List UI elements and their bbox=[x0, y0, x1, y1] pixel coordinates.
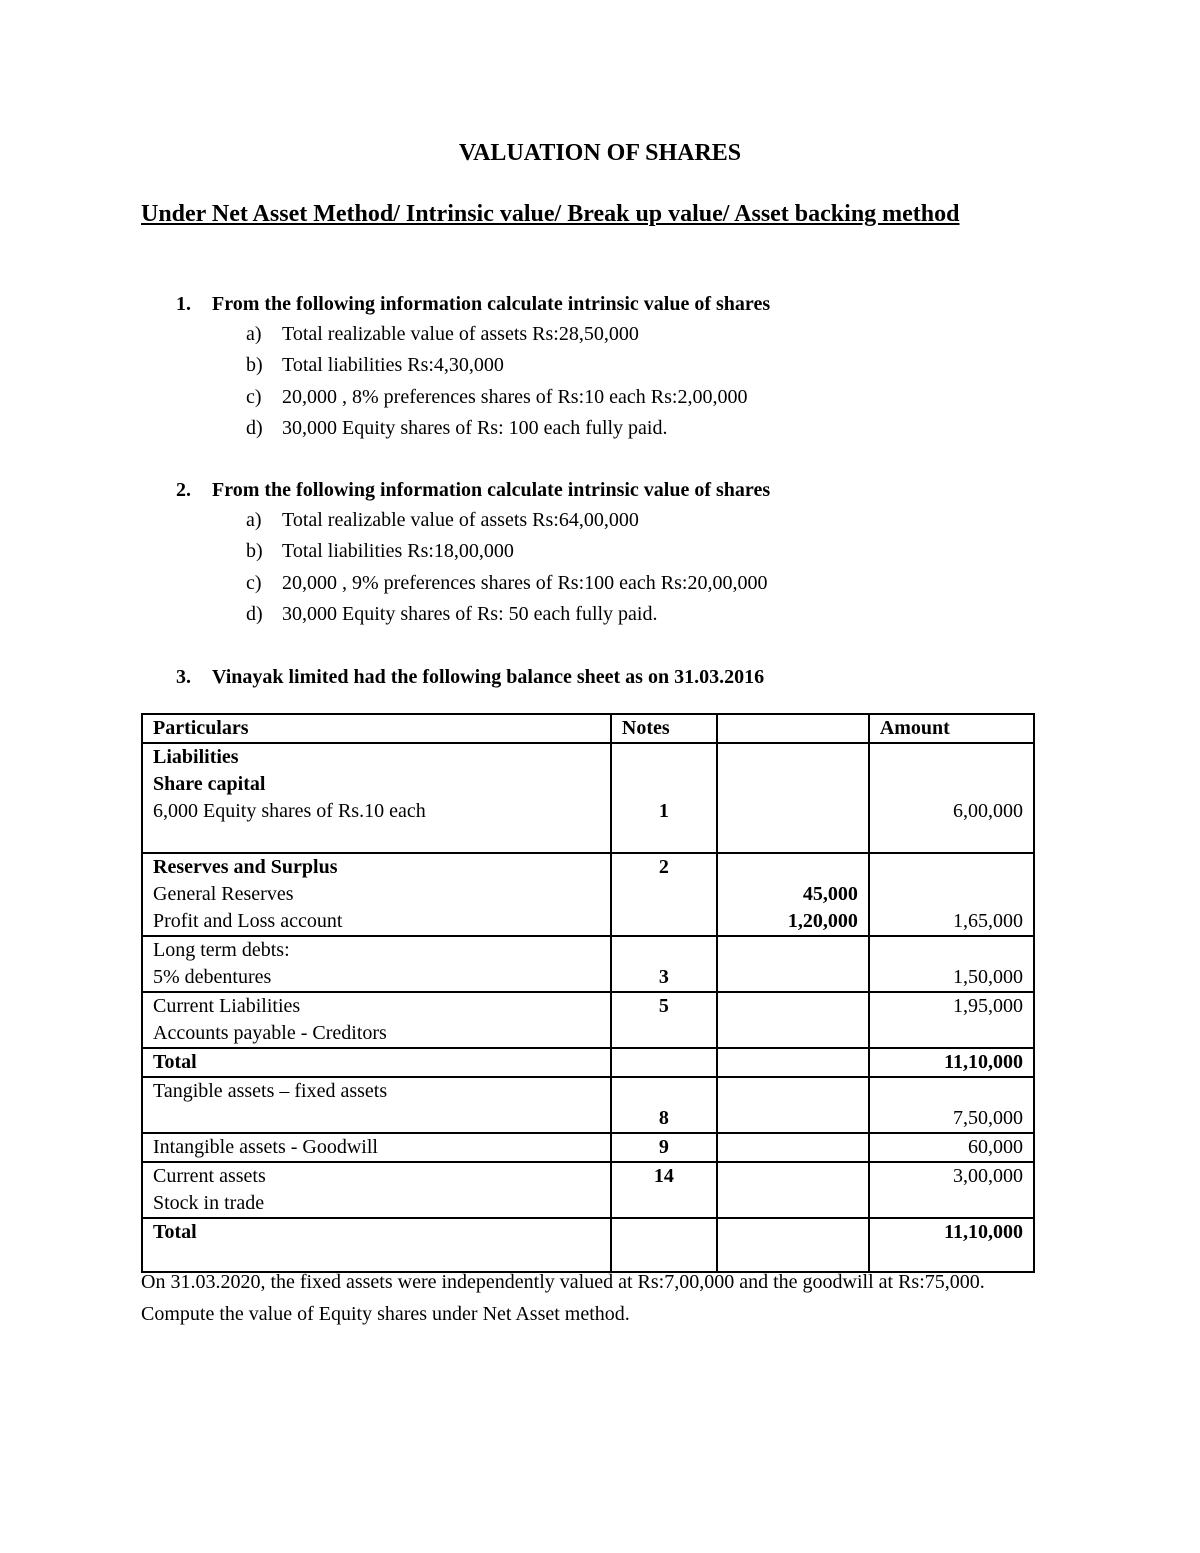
row-label: Total bbox=[142, 1048, 611, 1077]
list-item: b) Total liabilities Rs:18,00,000 bbox=[246, 540, 514, 562]
closing-note: On 31.03.2020, the fixed assets were independently valued at Rs:7,00,000 and the goodwill at Rs:75,000. Compute the value of Equity shares under Net Asset method. bbox=[141, 1271, 985, 1325]
row-subamount: 1,20,000 bbox=[787, 910, 858, 932]
question-2 bbox=[176, 479, 770, 502]
row-amount: 60,000 bbox=[869, 1133, 1034, 1162]
table-row-total bbox=[142, 1048, 1034, 1077]
table-row bbox=[142, 936, 1034, 992]
row-note: 5 bbox=[658, 995, 669, 1017]
question-1 bbox=[176, 293, 770, 316]
balance-sheet-table bbox=[141, 713, 1035, 1273]
question-text: From the following information calculate intrinsic value of shares bbox=[212, 293, 771, 315]
header-blank bbox=[717, 714, 869, 743]
row-label: Accounts payable - Creditors bbox=[153, 1022, 387, 1044]
table-header-row bbox=[142, 714, 1034, 743]
row-amount: 7,50,000 bbox=[953, 1107, 1023, 1129]
list-item: d) 30,000 Equity shares of Rs: 50 each fully paid. bbox=[246, 603, 658, 625]
row-label: Profit and Loss account bbox=[153, 910, 343, 932]
question-number: 2. bbox=[176, 479, 191, 501]
row-note: 9 bbox=[611, 1133, 717, 1162]
row-note: 2 bbox=[658, 856, 669, 878]
table-row bbox=[142, 853, 1034, 936]
row-note: 3 bbox=[658, 966, 669, 988]
row-label: 6,000 Equity shares of Rs.10 each bbox=[153, 800, 426, 822]
list-item: a) Total realizable value of assets Rs:28,50,000 bbox=[246, 323, 639, 345]
table-row bbox=[142, 1077, 1034, 1133]
row-subamount: 45,000 bbox=[802, 883, 858, 905]
list-item: c) 20,000 , 9% preferences shares of Rs:100 each Rs:20,00,000 bbox=[246, 572, 768, 594]
row-label: General Reserves bbox=[153, 883, 294, 905]
row-label: Intangible assets - Goodwill bbox=[142, 1133, 611, 1162]
row-label: Long term debts: bbox=[153, 939, 290, 961]
question-number: 1. bbox=[176, 293, 191, 315]
row-amount: 3,00,000 bbox=[953, 1165, 1023, 1187]
header-amount: Amount bbox=[869, 714, 1034, 743]
list-item: a) Total realizable value of assets Rs:64,00,000 bbox=[246, 509, 639, 531]
row-label: Total bbox=[142, 1218, 611, 1272]
row-subheading: Share capital bbox=[153, 773, 266, 795]
row-label: Tangible assets – fixed assets bbox=[153, 1080, 388, 1102]
row-heading: Liabilities bbox=[153, 746, 239, 768]
row-label: Current Liabilities bbox=[153, 995, 301, 1017]
header-notes: Notes bbox=[611, 714, 717, 743]
table-row bbox=[142, 743, 1034, 853]
question-text: Vinayak limited had the following balance sheet as on 31.03.2016 bbox=[212, 666, 765, 688]
row-amount: 11,10,000 bbox=[869, 1048, 1034, 1077]
header-particulars: Particulars bbox=[142, 714, 611, 743]
row-amount: 1,50,000 bbox=[953, 966, 1023, 988]
row-amount: 11,10,000 bbox=[869, 1218, 1034, 1272]
row-label: Current assets bbox=[153, 1165, 266, 1187]
section-subtitle: Under Net Asset Method/ Intrinsic value/ Break up value/ Asset backing method bbox=[141, 201, 960, 227]
table-row bbox=[142, 1162, 1034, 1218]
list-item: b) Total liabilities Rs:4,30,000 bbox=[246, 354, 504, 376]
row-label: Stock in trade bbox=[153, 1192, 265, 1214]
row-amount: 6,00,000 bbox=[953, 800, 1023, 822]
row-label: 5% debentures bbox=[153, 966, 272, 988]
table-row-total bbox=[142, 1218, 1034, 1272]
table-row bbox=[142, 1133, 1034, 1162]
row-amount: 1,65,000 bbox=[953, 910, 1023, 932]
row-heading: Reserves and Surplus bbox=[153, 856, 338, 878]
row-note: 14 bbox=[653, 1165, 674, 1187]
row-note: 8 bbox=[658, 1107, 669, 1129]
row-amount: 1,95,000 bbox=[953, 995, 1023, 1017]
list-item: c) 20,000 , 8% preferences shares of Rs:10 each Rs:2,00,000 bbox=[246, 386, 748, 408]
question-3 bbox=[176, 666, 764, 689]
table-row bbox=[142, 992, 1034, 1048]
list-item: d) 30,000 Equity shares of Rs: 100 each fully paid. bbox=[246, 417, 668, 439]
question-number: 3. bbox=[176, 666, 191, 688]
page-title: VALUATION OF SHARES bbox=[458, 140, 742, 166]
row-note: 1 bbox=[658, 800, 669, 822]
question-text: From the following information calculate intrinsic value of shares bbox=[212, 479, 771, 501]
